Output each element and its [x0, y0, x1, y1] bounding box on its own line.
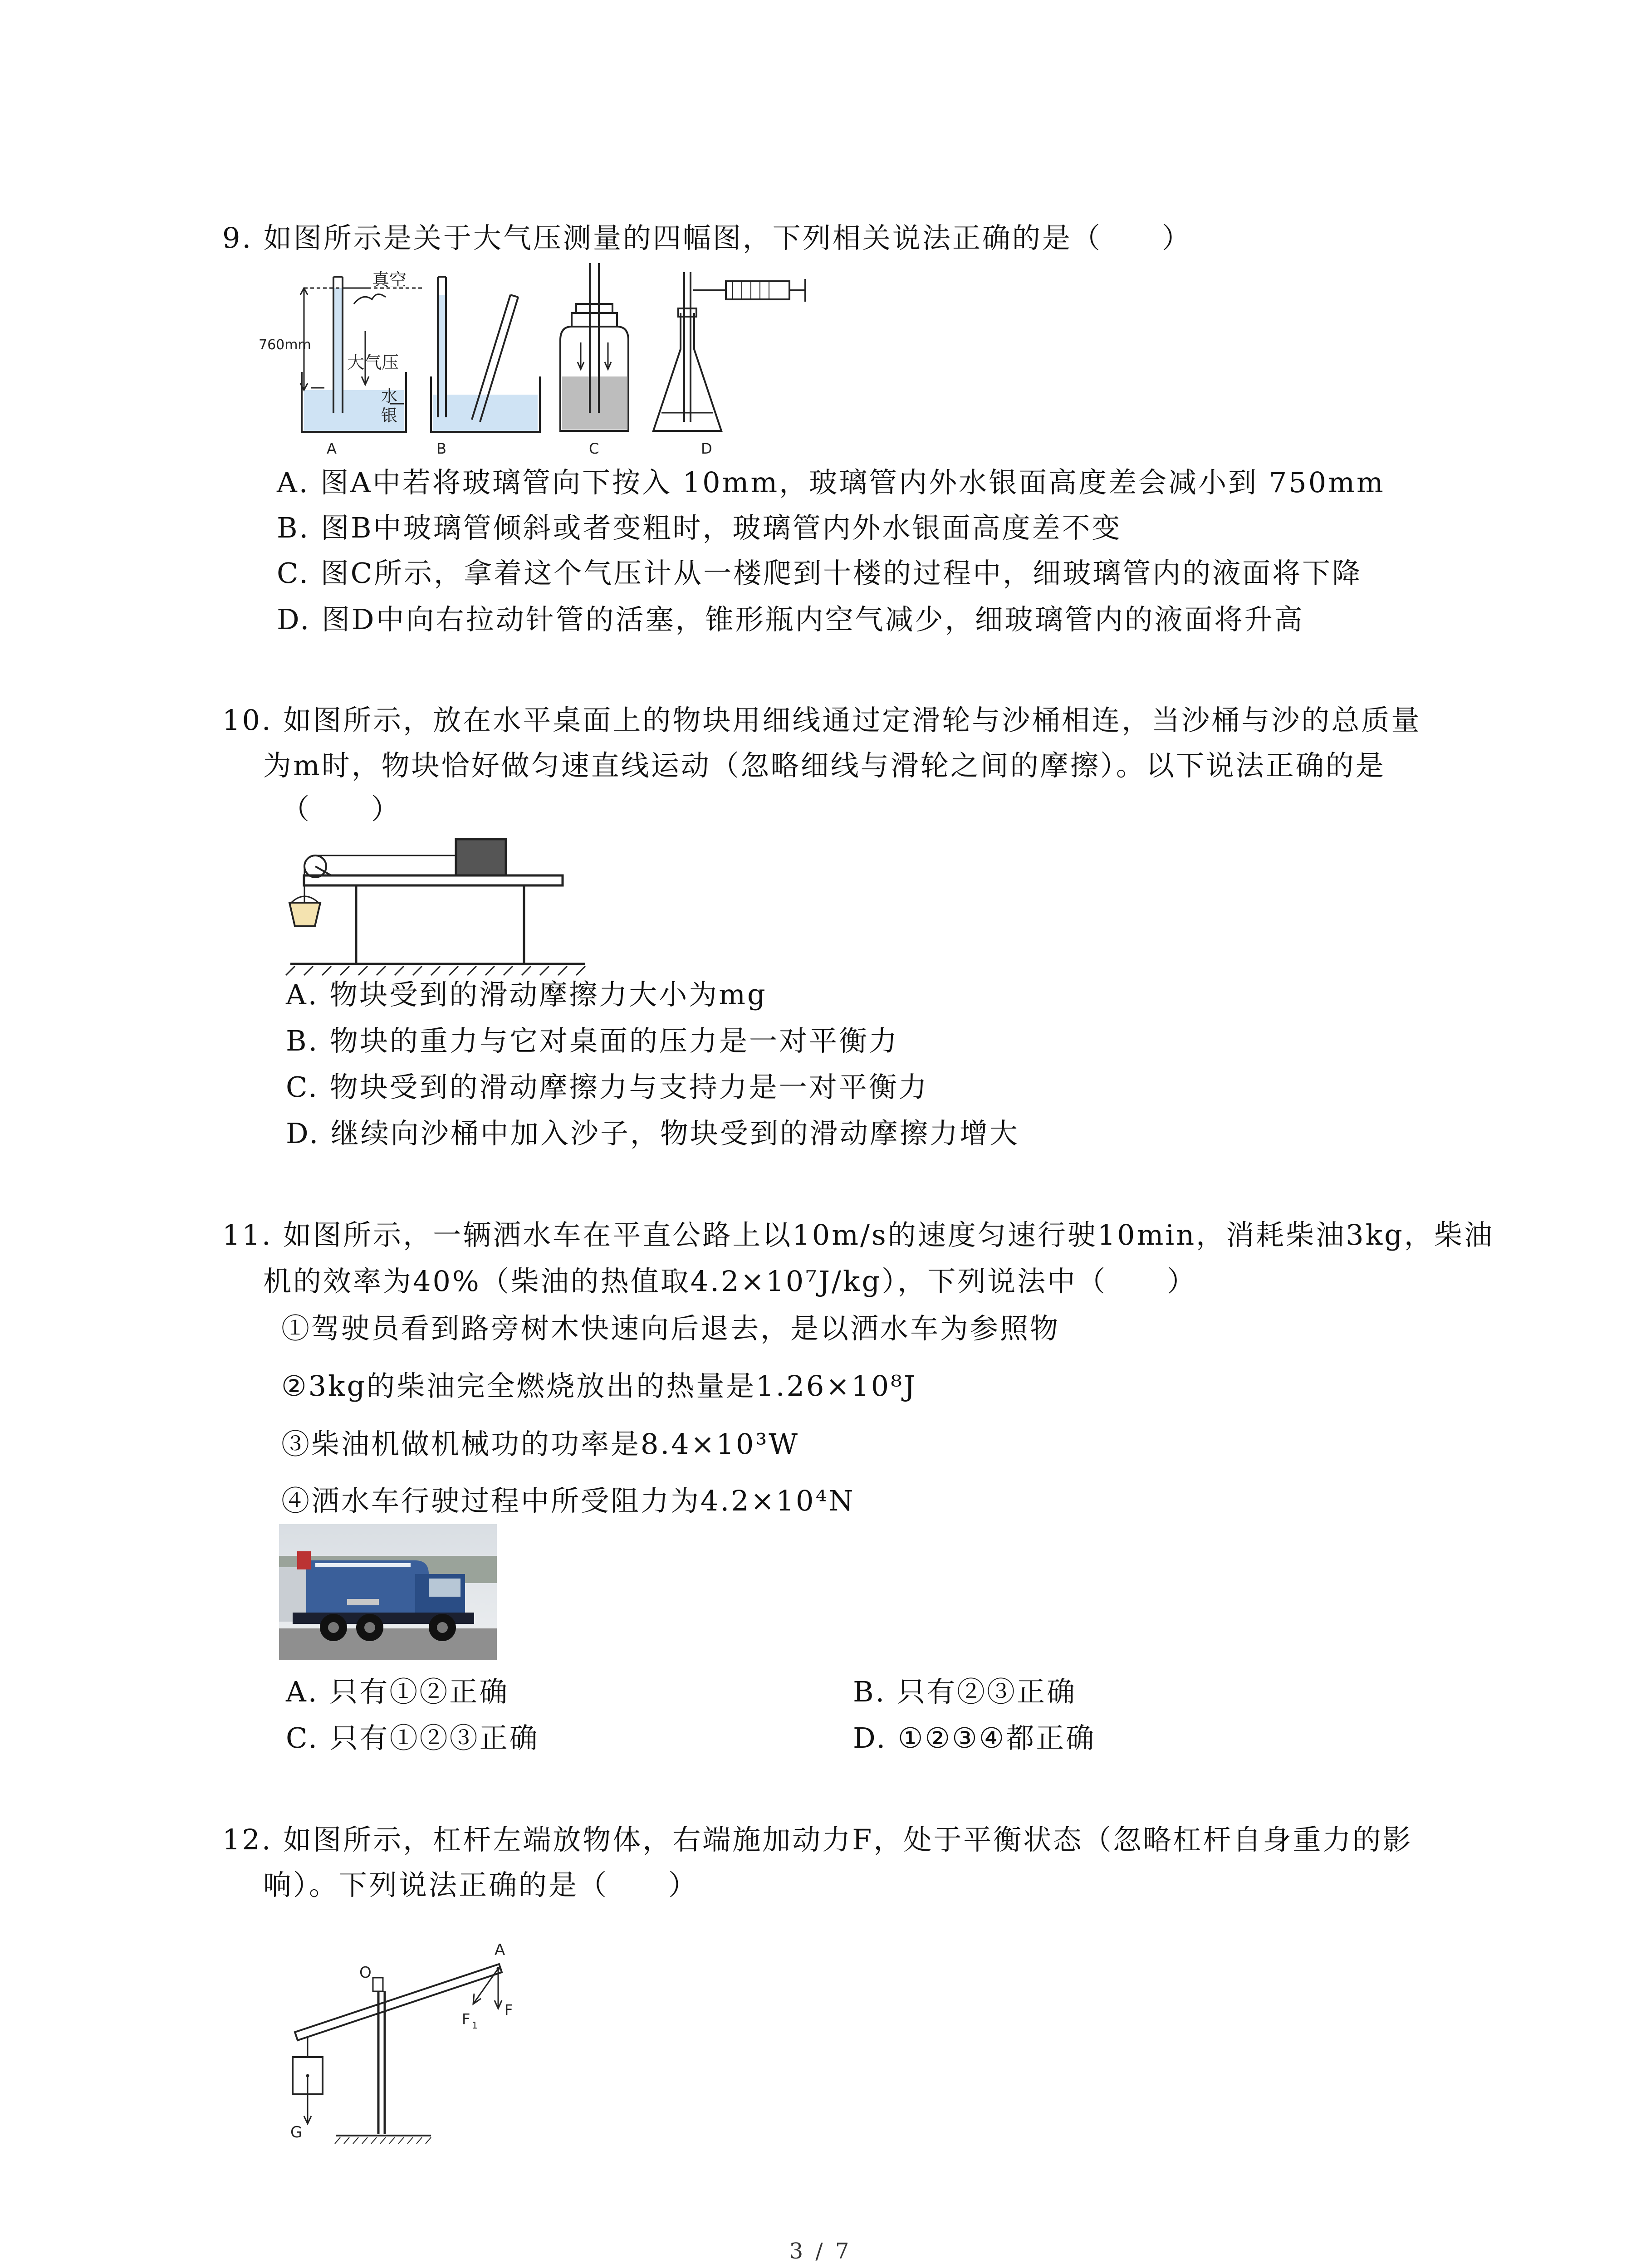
q12-label-g: G: [290, 2123, 303, 2141]
q11-statement-3: ③柴油机做机械功的功率是8.4×10³W: [281, 1427, 800, 1461]
q12-label-a: A: [495, 1941, 505, 1959]
q10-option-a: A. 物块受到的滑动摩擦力大小为mg: [286, 978, 767, 1011]
q10-option-c: C. 物块受到的滑动摩擦力与支持力是一对平衡力: [286, 1070, 929, 1104]
q11-option-a: A. 只有①②正确: [286, 1675, 509, 1708]
q9-option-b: B. 图B中玻璃管倾斜或者变粗时，玻璃管内外水银面高度差不变: [277, 511, 1122, 544]
q9-label-pressure: 大气压: [347, 352, 399, 372]
q11-statement-2: ②3kg的柴油完全燃烧放出的热量是1.26×10⁸J: [281, 1369, 917, 1403]
q12-label-f: F: [505, 2001, 513, 2019]
page-number: 3 / 7: [789, 2239, 852, 2264]
q9-option-d: D. 图D中向右拉动针管的活塞，锥形瓶内空气减少，细玻璃管内的液面将升高: [277, 603, 1304, 636]
q9-label-mercury-1: 水: [381, 387, 398, 406]
q9-option-c: C. 图C所示，拿着这个气压计从一楼爬到十楼的过程中，细玻璃管内的液面将下降: [277, 557, 1362, 590]
q11-option-c: C. 只有①②③正确: [286, 1721, 539, 1755]
q10-figure-table-pulley: [277, 830, 590, 980]
q9-option-a: A. 图A中若将玻璃管向下按入 10mm，玻璃管内外水银面高度差会减小到 750mm: [277, 466, 1385, 499]
q10-stem-line-2: 为m时，物块恰好做匀速直线运动（忽略细线与滑轮之间的摩擦）。以下说法正确的是: [263, 749, 1386, 782]
q12-stem-line-1: 12. 如图所示，杠杆左端放物体，右端施加动力F，处于平衡状态（忽略杠杆自身重力的影: [222, 1823, 1413, 1856]
q9-figure-c: [560, 263, 628, 431]
q10-stem-line-1: 10. 如图所示，放在水平桌面上的物块用细线通过定滑轮与沙桶相连，当沙桶与沙的总质量: [222, 704, 1421, 737]
q9-figure-barometers: [259, 263, 821, 463]
q12-stem-line-2: 响）。下列说法正确的是（ ）: [263, 1868, 699, 1901]
q9-label-b: B: [436, 440, 446, 457]
q11-stem-line-1: 11. 如图所示，一辆洒水车在平直公路上以10m/s的速度匀速行驶10min，消耗柴油3kg，柴油: [222, 1218, 1494, 1251]
q11-statement-4: ④洒水车行驶过程中所受阻力为4.2×10⁴N: [281, 1484, 855, 1517]
q9-stem: 9. 如图所示是关于大气压测量的四幅图，下列相关说法正确的是（ ）: [222, 221, 1192, 254]
q10-option-d: D. 继续向沙桶中加入沙子，物块受到的滑动摩擦力增大: [286, 1117, 1019, 1150]
q11-option-b: B. 只有②③正确: [853, 1675, 1077, 1708]
q11-option-d: D. ①②③④都正确: [853, 1721, 1096, 1755]
q12-label-f1-subscript: 1: [472, 2020, 478, 2031]
q11-statement-1: ①驾驶员看到路旁树木快速向后退去，是以洒水车为参照物: [281, 1312, 1060, 1345]
q9-label-760mm: 760mm: [259, 337, 311, 353]
q11-stem-line-2: 机的效率为40%（柴油的热值取4.2×10⁷J/kg），下列说法中（ ）: [263, 1265, 1197, 1298]
q10-stem-line-3: （ ）: [281, 792, 402, 826]
q11-photo-water-truck: [279, 1524, 497, 1660]
q9-figure-d: [653, 272, 805, 431]
q12-figure-lever: [281, 1896, 535, 2150]
q9-label-vacuum: 真空: [372, 270, 407, 290]
q9-label-a: A: [327, 440, 337, 457]
q9-label-d: D: [701, 440, 712, 457]
q9-label-mercury-2: 银: [381, 406, 398, 425]
q9-label-c: C: [589, 440, 599, 457]
q10-option-b: B. 物块的重力与它对桌面的压力是一对平衡力: [286, 1024, 899, 1057]
q9-figure-b: [431, 277, 540, 432]
q12-label-o: O: [359, 1964, 372, 1982]
q12-label-f1: F: [462, 2010, 470, 2028]
